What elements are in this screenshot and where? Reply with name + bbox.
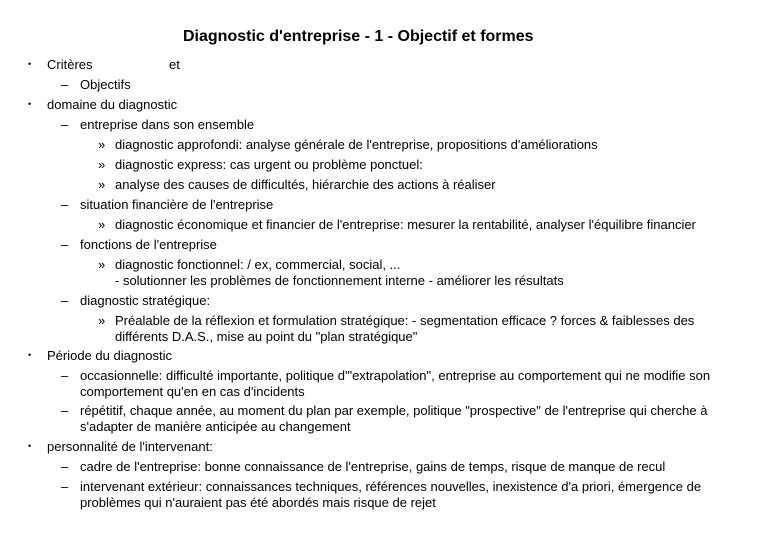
list-item: Préalable de la réflexion et formulation stratégique: - segmentation efficace ? forces & faiblesses des bbox=[115, 313, 695, 328]
raquo-icon: » bbox=[98, 313, 106, 328]
dash-icon: – bbox=[61, 237, 69, 252]
list-item: domaine du diagnostic bbox=[47, 97, 178, 112]
bullet-icon: • bbox=[28, 441, 32, 451]
list-item: Critères bbox=[47, 57, 93, 72]
list-item: situation financière de l'entreprise bbox=[80, 197, 274, 212]
list-item: Objectifs bbox=[80, 77, 131, 92]
list-item: cadre de l'entreprise: bonne connaissance de l'entreprise, gains de temps, risque de manque de recul bbox=[80, 459, 666, 474]
list-item: diagnostic fonctionnel: / ex, commercial, social, ... bbox=[115, 257, 401, 272]
list-item: Période du diagnostic bbox=[47, 348, 173, 363]
list-item: intervenant extérieur: connaissances techniques, références nouvelles, inexistence d'a priori, émergence de bbox=[80, 479, 702, 494]
dash-icon: – bbox=[61, 77, 69, 92]
dash-icon: – bbox=[61, 368, 69, 383]
list-item: répétitif, chaque année, au moment du plan par exemple, politique "prospective" de l'entreprise qui cherche à bbox=[80, 403, 708, 418]
page-title: Diagnostic d'entreprise - 1 - Objectif et formes bbox=[183, 28, 534, 45]
raquo-icon: » bbox=[98, 177, 106, 192]
list-item: occasionnelle: difficulté importante, politique d'"extrapolation", entreprise au comportement qui ne modifie son bbox=[80, 368, 711, 383]
bullet-icon: • bbox=[28, 99, 32, 109]
raquo-icon: » bbox=[98, 217, 106, 232]
dash-icon: – bbox=[61, 117, 69, 132]
list-item: diagnostic stratégique: bbox=[80, 293, 211, 308]
dash-icon: – bbox=[61, 293, 69, 308]
bullet-icon: • bbox=[28, 350, 32, 360]
list-item: diagnostic économique et financier de l'entreprise: mesurer la rentabilité, analyser l'équilibre financier bbox=[115, 217, 696, 232]
list-item: fonctions de l'entreprise bbox=[80, 237, 217, 252]
dash-icon: – bbox=[61, 197, 69, 212]
dash-icon: – bbox=[61, 403, 69, 418]
list-item: analyse des causes de difficultés, hiérarchie des actions à réaliser bbox=[115, 177, 496, 192]
list-item: problèmes qui n'auraient pas été abordés mais risque de rejet bbox=[80, 495, 436, 510]
bullet-icon: • bbox=[28, 59, 32, 69]
raquo-icon: » bbox=[98, 257, 106, 272]
raquo-icon: » bbox=[98, 157, 106, 172]
dash-icon: – bbox=[61, 459, 69, 474]
list-item: - solutionner les problèmes de fonctionnement interne - améliorer les résultats bbox=[115, 273, 564, 288]
list-item: et bbox=[169, 57, 180, 72]
list-item: personnalité de l'intervenant: bbox=[47, 439, 213, 454]
list-item: différents D.A.S., mise au point du "plan stratégique" bbox=[115, 329, 418, 344]
list-item: comportement qu'en en cas d'incidents bbox=[80, 384, 305, 399]
list-item: diagnostic express: cas urgent ou problème ponctuel: bbox=[115, 157, 423, 172]
list-item: entreprise dans son ensemble bbox=[80, 117, 255, 132]
list-item: s'adapter de manière anticipée au changement bbox=[80, 419, 351, 434]
list-item: diagnostic approfondi: analyse générale de l'entreprise, propositions d'améliorations bbox=[115, 137, 598, 152]
raquo-icon: » bbox=[98, 137, 106, 152]
dash-icon: – bbox=[61, 479, 69, 494]
